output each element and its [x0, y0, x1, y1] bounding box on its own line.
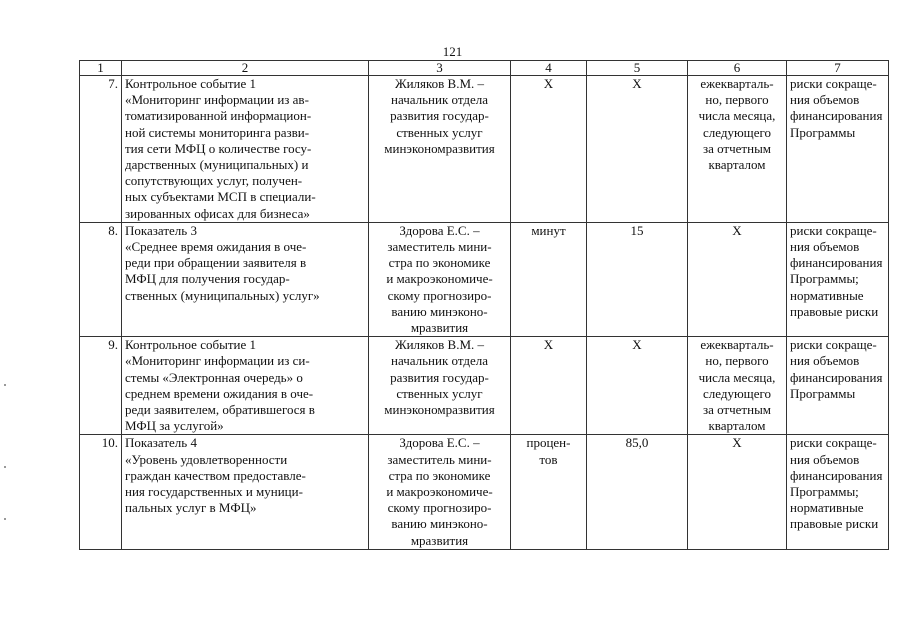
- value-cell: [587, 435, 688, 549]
- text-line: Программы;: [790, 271, 859, 287]
- text-line: финансирования: [790, 108, 883, 124]
- text-line: ния объемов: [790, 353, 860, 369]
- text-line: «Среднее время ожидания в оче-: [125, 239, 307, 255]
- column-header: 1: [80, 61, 122, 76]
- text-line: тов: [539, 451, 558, 467]
- text-line: финансирования: [790, 255, 883, 271]
- text-line: реди при обращении заявителя в: [125, 255, 307, 271]
- column-header: 2: [122, 61, 369, 76]
- text-line: риски сокраще-: [790, 337, 877, 353]
- row-number-cell: 7.: [80, 76, 122, 223]
- deadline-cell: [688, 435, 787, 549]
- text-line: и макроэкономиче-: [386, 484, 493, 500]
- text-line: Х: [732, 222, 742, 238]
- text-line: ванию минэконо-: [391, 516, 488, 532]
- text-line: МФЦ за услугой»: [125, 418, 224, 434]
- text-line: Здорова Е.С. –: [399, 222, 480, 238]
- text-line: МФЦ для получения государ-: [125, 271, 290, 287]
- text-line: Жиляков В.М. –: [394, 76, 485, 91]
- unit-cell: [511, 222, 587, 336]
- text-line: сопутствующих услуг, получен-: [125, 173, 303, 189]
- responsible-cell: [369, 337, 511, 435]
- value-cell: [587, 337, 688, 435]
- text-line: ния государственных и муници-: [125, 484, 303, 500]
- text-line: мразвития: [410, 320, 469, 336]
- text-line: числа месяца,: [698, 108, 776, 124]
- table-row: [80, 222, 889, 336]
- text-line: развития государ-: [390, 369, 489, 385]
- text-line: ния объемов: [790, 451, 860, 467]
- text-line: начальник отдела: [390, 353, 488, 369]
- text-line: следующего: [703, 124, 771, 140]
- text-line: кварталом: [708, 157, 766, 173]
- text-line: Контрольное событие 1: [125, 76, 256, 91]
- text-line: ной системы мониторинга разви-: [125, 124, 310, 140]
- text-line: «Уровень удовлетворенности: [125, 451, 288, 467]
- text-line: томатизированной информацион-: [125, 108, 312, 124]
- text-line: Контрольное событие 1: [125, 337, 256, 353]
- table-body: [80, 76, 889, 550]
- text-line: заместитель мини-: [387, 451, 492, 467]
- margin-mark: [4, 518, 6, 520]
- text-line: 15: [630, 222, 644, 238]
- text-line: нормативные: [790, 500, 864, 516]
- text-line: риски сокраще-: [790, 435, 877, 451]
- header-row: [80, 61, 889, 76]
- text-line: стра по экономике: [388, 467, 491, 483]
- text-line: но, первого: [705, 92, 769, 108]
- text-line: Показатель 4: [125, 435, 197, 451]
- text-line: риски сокраще-: [790, 76, 877, 91]
- program-table: [79, 60, 889, 550]
- text-line: тия сети МФЦ о количестве госу-: [125, 140, 312, 156]
- text-line: нормативные: [790, 287, 864, 303]
- text-line: Показатель 3: [125, 222, 197, 238]
- row-number-cell: 10.: [80, 435, 122, 549]
- column-header: 6: [688, 61, 787, 76]
- text-line: заместитель мини-: [387, 239, 492, 255]
- deadline-cell: [688, 222, 787, 336]
- description-cell: [122, 435, 369, 549]
- text-line: «Мониторинг информации из ав-: [125, 92, 309, 108]
- column-header: 5: [587, 61, 688, 76]
- page-number: 121: [442, 44, 463, 59]
- unit-cell: [511, 435, 587, 549]
- text-line: среднем времени ожидания в оче-: [125, 385, 314, 401]
- text-line: Программы: [790, 124, 856, 140]
- deadline-cell: [688, 337, 787, 435]
- text-line: ственных услуг: [396, 385, 483, 401]
- value-cell: [587, 76, 688, 223]
- text-line: «Мониторинг информации из си-: [125, 353, 310, 369]
- text-line: и макроэкономиче-: [386, 271, 493, 287]
- row-number-cell: 9.: [80, 337, 122, 435]
- text-line: Х: [632, 337, 642, 353]
- risks-cell: [787, 435, 889, 549]
- text-line: ных субъектами МСП в специали-: [125, 189, 316, 205]
- text-line: ежекварталь-: [700, 76, 774, 91]
- text-line: за отчетным: [702, 402, 772, 418]
- column-header: 7: [787, 61, 889, 76]
- responsible-cell: [369, 435, 511, 549]
- text-line: начальник отдела: [390, 92, 488, 108]
- text-line: кварталом: [708, 418, 766, 434]
- text-line: ственных услуг: [396, 124, 483, 140]
- text-line: пальных услуг в МФЦ»: [125, 500, 257, 516]
- description-cell: [122, 337, 369, 435]
- table-row: [80, 337, 889, 435]
- text-line: Х: [543, 76, 554, 91]
- text-line: скому прогнозиро-: [387, 287, 492, 303]
- text-line: минэкономразвития: [384, 402, 495, 418]
- text-line: правовые риски: [790, 516, 879, 532]
- text-line: Х: [543, 337, 554, 353]
- text-line: финансирования: [790, 467, 883, 483]
- risks-cell: [787, 76, 889, 223]
- value-cell: [587, 222, 688, 336]
- text-line: Х: [632, 76, 642, 91]
- unit-cell: [511, 337, 587, 435]
- text-line: следующего: [703, 385, 771, 401]
- text-line: Программы;: [790, 484, 859, 500]
- text-line: ванию минэконо-: [391, 303, 488, 319]
- responsible-cell: [369, 76, 511, 223]
- responsible-cell: [369, 222, 511, 336]
- text-line: Программы: [790, 385, 856, 401]
- text-line: граждан качеством предоставле-: [125, 467, 306, 483]
- table-row: [80, 76, 889, 223]
- text-line: скому прогнозиро-: [387, 500, 492, 516]
- table-row: [80, 435, 889, 549]
- text-line: ежекварталь-: [700, 337, 774, 353]
- text-line: финансирования: [790, 369, 883, 385]
- text-line: но, первого: [705, 353, 769, 369]
- text-line: за отчетным: [702, 140, 772, 156]
- text-line: реди заявителем, обратившегося в: [125, 402, 315, 418]
- margin-mark: [4, 466, 6, 468]
- text-line: зированных офисах для бизнеса»: [125, 205, 310, 221]
- column-header: 4: [511, 61, 587, 76]
- text-line: дарственных (муниципальных) и: [125, 157, 309, 173]
- risks-cell: [787, 337, 889, 435]
- column-header: 3: [369, 61, 511, 76]
- text-line: процен-: [526, 435, 571, 451]
- text-line: риски сокраще-: [790, 222, 877, 238]
- text-line: Здорова Е.С. –: [399, 435, 480, 451]
- deadline-cell: [688, 76, 787, 223]
- margin-mark: [4, 384, 6, 386]
- text-line: 85,0: [625, 435, 649, 451]
- description-cell: [122, 76, 369, 223]
- text-line: ственных (муниципальных) услуг»: [125, 287, 320, 303]
- row-number-cell: 8.: [80, 222, 122, 336]
- text-line: развития государ-: [390, 108, 489, 124]
- text-line: правовые риски: [790, 303, 879, 319]
- text-line: ния объемов: [790, 92, 860, 108]
- text-line: Х: [732, 435, 742, 451]
- text-line: ния объемов: [790, 239, 860, 255]
- unit-cell: [511, 76, 587, 223]
- text-line: минэкономразвития: [384, 140, 495, 156]
- description-cell: [122, 222, 369, 336]
- text-line: Жиляков В.М. –: [394, 337, 485, 353]
- text-line: числа месяца,: [698, 369, 776, 385]
- risks-cell: [787, 222, 889, 336]
- text-line: стра по экономике: [388, 255, 491, 271]
- text-line: минут: [531, 222, 566, 238]
- text-line: мразвития: [410, 532, 469, 548]
- text-line: стемы «Электронная очередь» о: [125, 369, 303, 385]
